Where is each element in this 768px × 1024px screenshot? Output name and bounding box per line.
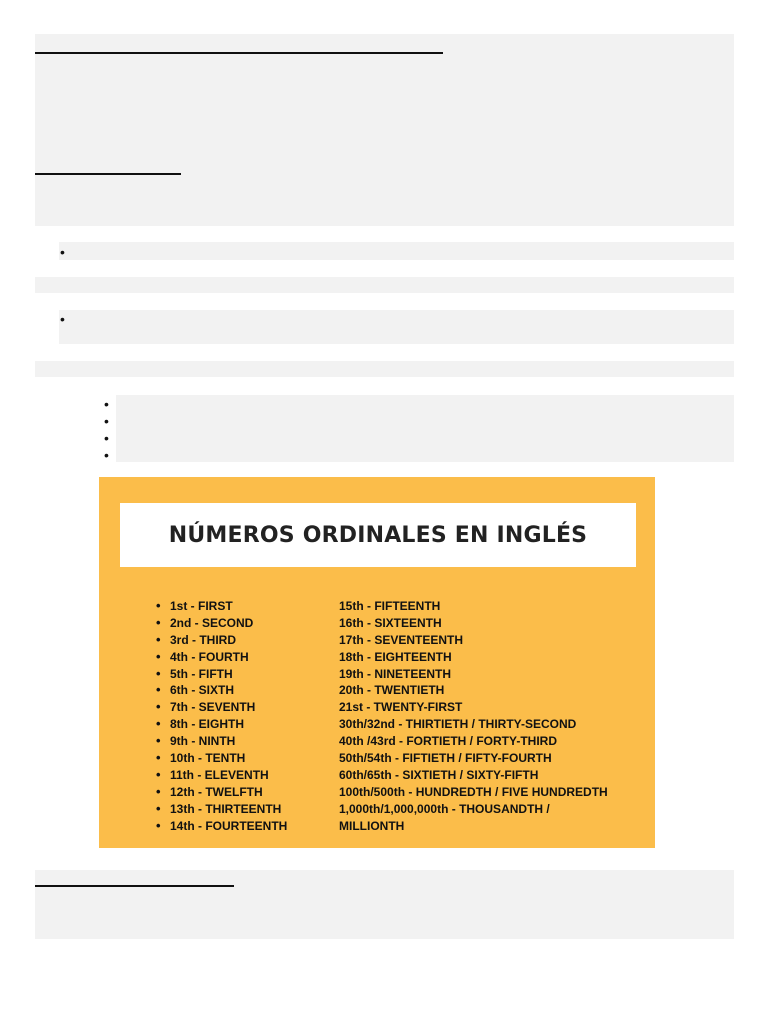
ordinal-item: • 5th - FIFTH xyxy=(156,666,326,683)
bullet-4: • xyxy=(104,413,109,429)
ordinal-numbers-infographic xyxy=(99,477,655,848)
ordinal-item: 60th/65th - SIXTIETH / SIXTY-FIFTH xyxy=(339,767,539,782)
ordinal-item: • 2nd - SECOND xyxy=(156,615,326,632)
ordinal-item: 19th - NINETEENTH xyxy=(339,666,452,681)
redacted-paragraph-1 xyxy=(35,277,734,293)
ordinal-item: • 3rd - THIRD xyxy=(156,632,326,649)
ordinal-item: • 9th - NINTH xyxy=(156,733,326,750)
ordinal-item: MILLIONTH xyxy=(339,818,405,833)
ordinal-item: • 7th - SEVENTH xyxy=(156,699,326,716)
infographic-title: NÚMEROS ORDINALES EN INGLÉS xyxy=(120,503,636,567)
ordinal-item: • 4th - FOURTH xyxy=(156,649,326,666)
ordinal-item: • 1st - FIRST xyxy=(156,598,326,615)
ordinals-right-column xyxy=(339,598,639,834)
ordinal-item: 40th /43rd - FORTIETH / FORTY-THIRD xyxy=(339,734,558,749)
bullet-6: • xyxy=(104,447,109,463)
heading-underline-1 xyxy=(35,52,443,54)
redacted-text-block-1 xyxy=(35,34,734,226)
ordinal-item: • 10th - TENTH xyxy=(156,750,326,767)
heading-underline-3 xyxy=(35,885,234,887)
ordinal-item: 16th - SIXTEENTH xyxy=(339,615,442,630)
ordinal-item: • 14th - FOURTEENTH xyxy=(156,818,326,835)
ordinal-item: 30th/32nd - THIRTIETH / THIRTY-SECOND xyxy=(339,717,577,732)
ordinal-item: 21st - TWENTY-FIRST xyxy=(339,700,463,715)
bullet-2: • xyxy=(60,311,65,327)
redacted-nested-list xyxy=(116,395,734,462)
redacted-list-item-1 xyxy=(59,242,734,260)
ordinals-left-column xyxy=(156,598,326,834)
ordinal-item: • 6th - SIXTH xyxy=(156,682,326,699)
ordinal-item: • 13th - THIRTEENTH xyxy=(156,801,326,818)
ordinal-item: 15th - FIFTEENTH xyxy=(339,599,441,613)
redacted-text-block-2 xyxy=(35,870,734,939)
redacted-list-item-2 xyxy=(59,310,734,344)
ordinal-item: • 8th - EIGHTH xyxy=(156,716,326,733)
redacted-paragraph-2 xyxy=(35,361,734,377)
bullet-3: • xyxy=(104,396,109,412)
ordinal-item: 18th - EIGHTEENTH xyxy=(339,649,452,664)
ordinal-item: 100th/500th - HUNDREDTH / FIVE HUNDREDTH xyxy=(339,784,608,799)
ordinal-item: 1,000th/1,000,000th - THOUSANDTH / xyxy=(339,801,550,816)
ordinal-item: • 12th - TWELFTH xyxy=(156,784,326,801)
ordinal-item: • 11th - ELEVENTH xyxy=(156,767,326,784)
bullet-1: • xyxy=(60,244,65,260)
ordinal-item: 50th/54th - FIFTIETH / FIFTY-FOURTH xyxy=(339,751,552,766)
bullet-5: • xyxy=(104,430,109,446)
heading-underline-2 xyxy=(35,173,181,175)
ordinal-item: 20th - TWENTIETH xyxy=(339,683,445,698)
ordinal-item: 17th - SEVENTEENTH xyxy=(339,632,464,647)
